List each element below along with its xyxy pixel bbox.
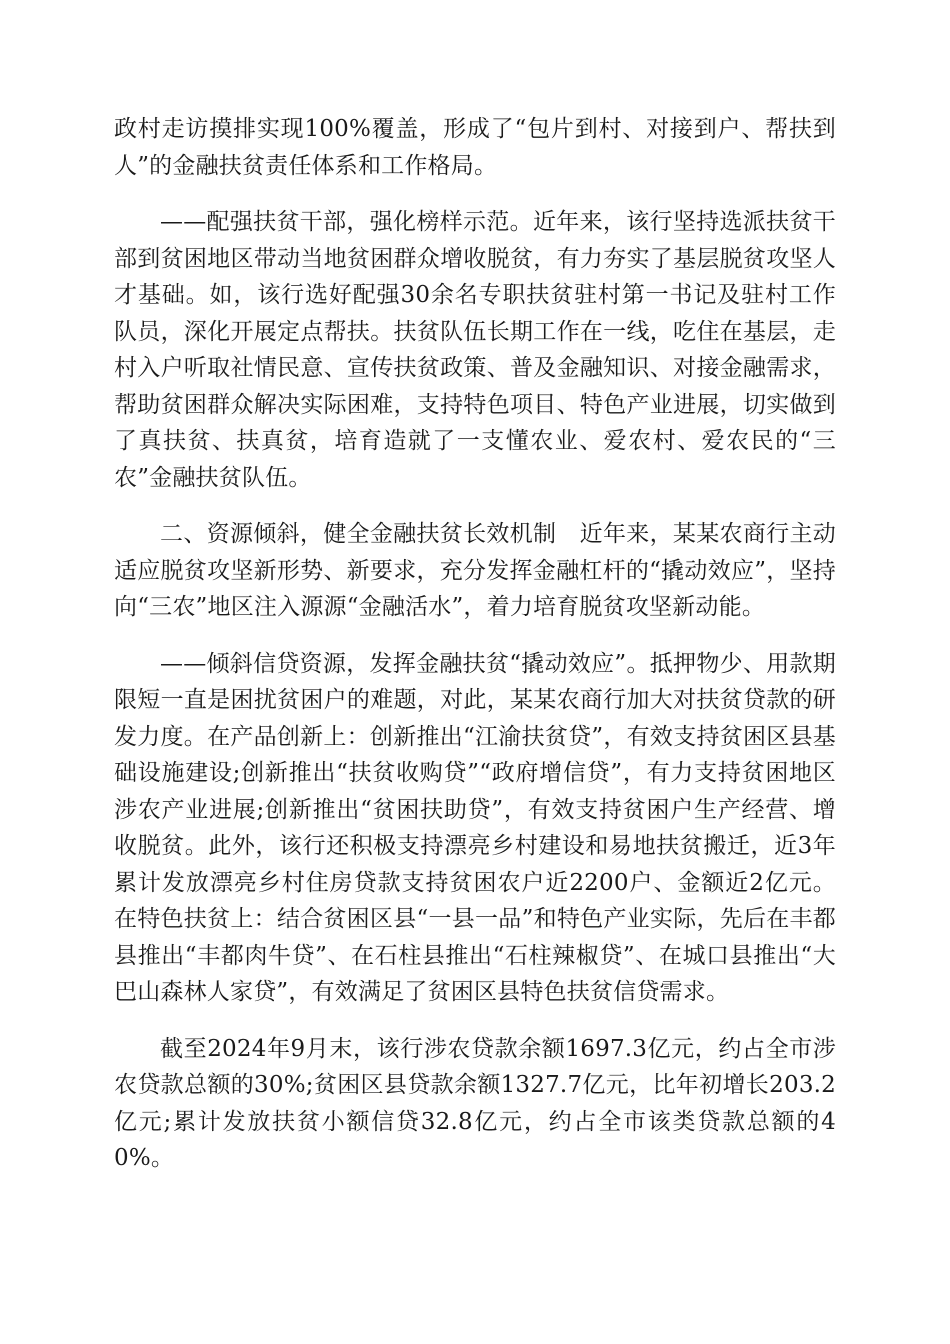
paragraph-4: ——倾斜信贷资源，发挥金融扶贫“撬动效应”。抵押物少、用款期限短一直是困扰贫困户的难题，对此，某某农商行加大对扶贫贷款的研发力度。在产品创新上：创新推出“江渝扶贫贷”，有效支持贫困区县基础设施建设;创新推出“扶贫收购贷”“政府增信贷”，有力支持贫困地区涉农产业进展;创新推出“贫困扶助贷”，有效支持贫困户生产经营、增收脱贫。此外，该行还积极支持漂亮乡村建设和易地扶贫搬迁，近3年累计发放漂亮乡村住房贷款支持贫困农户近2200户、金额近2亿元。在特色扶贫上：结合贫困区县“一县一品”和特色产业实际，先后在丰都县推出“丰都肉牛贷”、在石柱县推出“石柱辣椒贷”、在城口县推出“大巴山森林人家贷”，有效满足了贫困区县特色扶贫信贷需求。: [114, 650, 836, 1005]
paragraph-3: 二、资源倾斜，健全金融扶贫长效机制 近年来，某某农商行主动适应脱贫攻坚新形势、新要求，充分发挥金融杠杆的“撬动效应”，坚持向“三农”地区注入源源“金融活水”，着力培育脱贫攻坚新动能。: [114, 521, 836, 620]
paragraph-1: 政村走访摸排实现100%覆盖，形成了“包片到村、对接到户、帮扶到人”的金融扶贫责任体系和工作格局。: [114, 116, 836, 179]
paragraph-2: ——配强扶贫干部，强化榜样示范。近年来，该行坚持选派扶贫干部到贫困地区带动当地贫困群众增收脱贫，有力夯实了基层脱贫攻坚人才基础。如，该行选好配强30余名专职扶贫驻村第一书记及驻村工作队员，深化开展定点帮扶。扶贫队伍长期工作在一线，吃住在基层，走村入户听取社情民意、宣传扶贫政策、普及金融知识、对接金融需求，帮助贫困群众解决实际困难，支持特色项目、特色产业进展，切实做到了真扶贫、扶真贫，培育造就了一支懂农业、爱农村、爱农民的“三农”金融扶贫队伍。: [114, 209, 836, 491]
document-body: [114, 111, 836, 1197]
paragraph-5: 截至2024年9月末，该行涉农贷款余额1697.3亿元，约占全市涉农贷款总额的30%;贫困区县贷款余额1327.7亿元，比年初增长203.2亿元;累计发放扶贫小额信贷32.8亿元，约占全市该类贷款总额的40%。: [114, 1035, 836, 1171]
